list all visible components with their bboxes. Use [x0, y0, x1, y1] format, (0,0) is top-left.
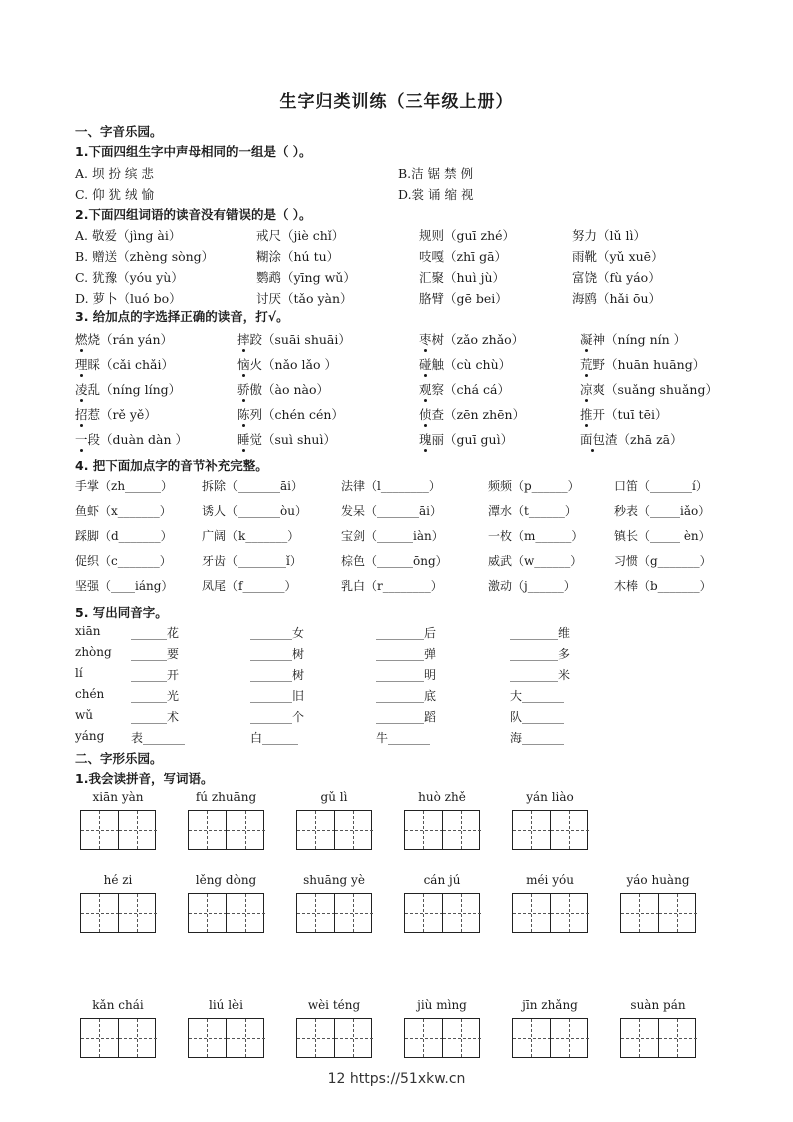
q2-option-item: B. 赠送（zhèng sòng）: [75, 249, 215, 264]
grid-pinyin: cán jú: [423, 873, 461, 887]
writing-grid[interactable]: [620, 893, 696, 933]
grid-cell[interactable]: [550, 811, 589, 849]
grid-cell[interactable]: [226, 1019, 265, 1057]
q5-pinyin: lí: [75, 666, 83, 680]
pinyin-choices: 渣（zhā zā）: [605, 432, 683, 447]
writing-grid[interactable]: [512, 893, 588, 933]
grid-cell[interactable]: [513, 1019, 551, 1057]
q4-fill-item[interactable]: 鱼虾（x_______）: [75, 504, 172, 518]
grid-cell[interactable]: [513, 894, 551, 932]
grid-guide-line: [81, 913, 119, 914]
q5-prompt: 5. 写出同音字。: [75, 605, 168, 620]
q3-prompt: 3. 给加点的字选择正确的读音，打√。: [75, 309, 289, 324]
grid-cell[interactable]: [297, 811, 335, 849]
q4-fill-item[interactable]: 口笛（_______í）: [614, 479, 708, 493]
grid-pinyin: huò zhě: [418, 790, 466, 804]
q2-option-item: C. 犹豫（yóu yù）: [75, 270, 184, 285]
q4-fill-item[interactable]: 拆除（_______āi）: [202, 479, 303, 493]
grid-cell[interactable]: [297, 1019, 335, 1057]
q4-fill-item[interactable]: 一枚（m______）: [488, 529, 584, 543]
q5-blank-item[interactable]: _______树: [250, 668, 305, 682]
dotted-char: 陈: [237, 407, 250, 422]
q4-prompt: 4. 把下面加点字的音节补充完整。: [75, 458, 268, 473]
grid-guide-line: [137, 894, 138, 932]
dotted-char: 荒: [580, 357, 593, 372]
q5-blank-item[interactable]: ________弹: [376, 647, 437, 661]
grid-guide-line: [353, 811, 354, 849]
grid-guide-line: [245, 1019, 246, 1057]
section-heading-2: 二、字形乐园。: [75, 751, 163, 766]
dotted-char: 面包: [580, 432, 606, 447]
pinyin-choices: 跤（suāi shuāi）: [249, 332, 351, 347]
grid-guide-line: [513, 830, 551, 831]
q4-fill-item[interactable]: 威武（w______）: [488, 554, 583, 568]
q3-item: [75, 430, 188, 448]
grid-cell[interactable]: [189, 811, 227, 849]
q5-blank-item[interactable]: 白______: [250, 731, 299, 745]
writing-grid[interactable]: [296, 810, 372, 850]
pinyin-choices: 神（níng nín ）: [592, 332, 687, 347]
grid-cell[interactable]: [118, 811, 157, 849]
q1-option-d: D.裳 诵 缩 视: [398, 187, 474, 202]
q5-blank-item[interactable]: ________后: [376, 626, 437, 640]
q2-option-item: 汇聚（huì jù）: [419, 270, 505, 285]
writing-grid[interactable]: [512, 810, 588, 850]
grid-pinyin: suàn pán: [630, 998, 686, 1012]
grid-guide-line: [443, 1038, 481, 1039]
q5-blank-item[interactable]: ______花: [131, 626, 180, 640]
q5-blank-item[interactable]: ______要: [131, 647, 180, 661]
grid-guide-line: [315, 1019, 316, 1057]
grid-guide-line: [513, 1038, 551, 1039]
q3-item: [419, 405, 525, 423]
grid-cell[interactable]: [226, 894, 265, 932]
dotted-char: 推: [580, 407, 593, 422]
pinyin-choices: 火（nǎo lǎo ）: [249, 357, 337, 372]
q3-item: [580, 355, 705, 373]
p2-q1-prompt: 1.我会读拼音，写词语。: [75, 771, 214, 786]
writing-grid[interactable]: [296, 1018, 372, 1058]
dotted-char: 侦: [419, 407, 432, 422]
writing-grid[interactable]: [80, 810, 156, 850]
q3-item: [75, 405, 157, 423]
grid-guide-line: [297, 913, 335, 914]
q5-blank-item[interactable]: ________蹈: [376, 710, 437, 724]
grid-guide-line: [119, 830, 157, 831]
grid-cell[interactable]: [334, 811, 373, 849]
q5-pinyin: yáng: [75, 729, 105, 743]
q5-blank-item[interactable]: ________底: [376, 689, 437, 703]
grid-guide-line: [405, 830, 443, 831]
q3-item: [237, 355, 337, 373]
q4-fill-item[interactable]: 广阔（k_______）: [202, 529, 300, 543]
q4-fill-item[interactable]: 频频（p______）: [488, 479, 580, 493]
grid-guide-line: [531, 894, 532, 932]
grid-guide-line: [81, 830, 119, 831]
grid-pinyin: kǎn chái: [92, 998, 144, 1012]
q4-fill-item[interactable]: 发呆（_______āi）: [341, 504, 442, 518]
grid-guide-line: [245, 894, 246, 932]
q1-option-c: C. 仰 犹 绒 愉: [75, 187, 154, 202]
grid-guide-line: [639, 894, 640, 932]
grid-cell[interactable]: [334, 894, 373, 932]
q4-fill-item[interactable]: 诱人（_______òu）: [202, 504, 307, 518]
q3-item: [237, 330, 351, 348]
grid-guide-line: [405, 1038, 443, 1039]
grid-pinyin: liú lèi: [209, 998, 243, 1012]
writing-grid[interactable]: [80, 893, 156, 933]
grid-guide-line: [99, 1019, 100, 1057]
grid-pinyin: jiù mìng: [417, 998, 467, 1012]
q5-blank-item[interactable]: 队_______: [510, 710, 565, 724]
grid-cell[interactable]: [405, 894, 443, 932]
grid-guide-line: [353, 894, 354, 932]
grid-cell[interactable]: [118, 894, 157, 932]
q4-fill-item[interactable]: 促织（c_______）: [75, 554, 172, 568]
dotted-char: 睡: [237, 432, 250, 447]
q5-blank-item[interactable]: _______女: [250, 626, 305, 640]
dotted-char: 凌: [75, 382, 88, 397]
q3-item: [237, 430, 336, 448]
writing-grid[interactable]: [80, 1018, 156, 1058]
grid-cell[interactable]: [334, 1019, 373, 1057]
q2-prompt: 2.下面四组词语的读音没有错误的是（ ）。: [75, 207, 312, 222]
grid-guide-line: [207, 811, 208, 849]
q1-option-b: B.洁 锯 禁 例: [398, 166, 474, 181]
pinyin-choices: 野（huān huāng）: [592, 357, 706, 372]
pinyin-choices: 察（chá cá）: [431, 382, 510, 397]
footer-page-url: 12 https://51xkw.cn: [327, 1071, 466, 1087]
grid-cell[interactable]: [442, 1019, 481, 1057]
grid-guide-line: [189, 830, 227, 831]
q5-pinyin: chén: [75, 687, 105, 701]
grid-pinyin: lěng dòng: [195, 873, 257, 887]
writing-grid[interactable]: [188, 893, 264, 933]
q5-blank-item[interactable]: ________明: [376, 668, 437, 682]
grid-guide-line: [639, 1019, 640, 1057]
grid-guide-line: [315, 894, 316, 932]
q1-option-a: A. 坝 扮 缤 悲: [75, 166, 154, 181]
grid-guide-line: [461, 1019, 462, 1057]
q2-option-item: 讨厌（tǎo yàn）: [256, 291, 353, 306]
grid-cell[interactable]: [550, 1019, 589, 1057]
grid-guide-line: [315, 811, 316, 849]
writing-grid[interactable]: [296, 893, 372, 933]
pinyin-choices: 列（chén cén）: [249, 407, 344, 422]
pinyin-choices: 查（zēn zhēn）: [431, 407, 526, 422]
grid-guide-line: [81, 1038, 119, 1039]
grid-guide-line: [189, 913, 227, 914]
q3-item: [75, 330, 173, 348]
dotted-char: 理: [75, 357, 88, 372]
grid-pinyin: jīn zhǎng: [522, 998, 578, 1012]
grid-guide-line: [335, 1038, 373, 1039]
grid-guide-line: [227, 830, 265, 831]
writing-grid[interactable]: [188, 810, 264, 850]
grid-guide-line: [227, 913, 265, 914]
q5-blank-item[interactable]: 表_______: [131, 731, 186, 745]
grid-pinyin: hé zi: [103, 873, 133, 887]
q5-blank-item[interactable]: 大_______: [510, 689, 565, 703]
grid-cell[interactable]: [81, 894, 119, 932]
grid-guide-line: [207, 1019, 208, 1057]
dotted-char: 瑰: [419, 432, 432, 447]
grid-guide-line: [189, 1038, 227, 1039]
q3-item: [419, 330, 524, 348]
grid-guide-line: [99, 894, 100, 932]
q4-fill-item[interactable]: 凤尾（f_______）: [202, 579, 297, 593]
grid-cell[interactable]: [621, 1019, 659, 1057]
grid-cell[interactable]: [513, 811, 551, 849]
q3-item: [580, 380, 718, 398]
dotted-char: 骄: [237, 382, 250, 397]
pinyin-choices: 爽（suǎng shuǎng）: [592, 382, 718, 397]
q2-option-item: 戒尺（jiè chǐ）: [256, 228, 345, 243]
grid-guide-line: [137, 811, 138, 849]
q5-blank-item[interactable]: ______光: [131, 689, 180, 703]
q2-option-item: 雨靴（yǔ xuē）: [572, 249, 664, 264]
grid-cell[interactable]: [405, 1019, 443, 1057]
writing-grid[interactable]: [404, 1018, 480, 1058]
q3-item: [580, 430, 683, 448]
dotted-char: 凉: [580, 382, 593, 397]
q2-option-item: 鹦鹉（yīng wǔ）: [256, 270, 356, 285]
grid-guide-line: [659, 1038, 697, 1039]
q5-pinyin: wǔ: [75, 708, 93, 722]
q2-option-item: 海鸥（hǎi ōu）: [572, 291, 662, 306]
grid-guide-line: [461, 894, 462, 932]
grid-guide-line: [531, 811, 532, 849]
dotted-char: 一: [75, 432, 88, 447]
pinyin-choices: 傲（ào nào）: [249, 382, 329, 397]
grid-guide-line: [335, 913, 373, 914]
grid-guide-line: [677, 1019, 678, 1057]
q5-blank-item[interactable]: _______个: [250, 710, 305, 724]
grid-cell[interactable]: [189, 894, 227, 932]
q4-fill-item[interactable]: 法律（l________）: [341, 479, 441, 493]
pinyin-choices: 睬（cǎi chǎi）: [87, 357, 174, 372]
grid-guide-line: [569, 811, 570, 849]
q5-blank-item[interactable]: _______旧: [250, 689, 305, 703]
q4-fill-item[interactable]: 秒表（_____iǎo）: [614, 504, 711, 518]
q5-blank-item[interactable]: ________米: [510, 668, 571, 682]
grid-cell[interactable]: [658, 894, 697, 932]
writing-grid[interactable]: [620, 1018, 696, 1058]
grid-cell[interactable]: [226, 811, 265, 849]
q2-option-item: 富饶（fù yáo）: [572, 270, 661, 285]
q4-fill-item[interactable]: 宝剑（______iàn）: [341, 529, 444, 543]
q5-blank-item[interactable]: ________多: [510, 647, 571, 661]
grid-guide-line: [659, 913, 697, 914]
q3-item: [419, 430, 513, 448]
dotted-char: 凝: [580, 332, 593, 347]
grid-guide-line: [677, 894, 678, 932]
q5-blank-item[interactable]: 海_______: [510, 731, 565, 745]
q5-blank-item[interactable]: ______开: [131, 668, 180, 682]
q4-fill-item[interactable]: 手掌（zh______）: [75, 479, 174, 493]
q2-option-item: 吱嘎（zhī gā）: [419, 249, 508, 264]
q3-item: [580, 405, 667, 423]
q2-option-item: A. 敬爱（jìng ài）: [75, 228, 182, 243]
grid-pinyin: yáo huàng: [626, 873, 690, 887]
grid-pinyin: gǔ lì: [320, 790, 348, 804]
grid-guide-line: [443, 830, 481, 831]
q4-fill-item[interactable]: 牙齿（________ǐ）: [202, 554, 302, 568]
grid-guide-line: [297, 830, 335, 831]
pinyin-choices: 惹（rě yě）: [87, 407, 157, 422]
grid-cell[interactable]: [297, 894, 335, 932]
writing-grid[interactable]: [404, 810, 480, 850]
pinyin-choices: 烧（rán yán）: [87, 332, 174, 347]
grid-guide-line: [245, 811, 246, 849]
writing-grid[interactable]: [404, 893, 480, 933]
grid-guide-line: [119, 913, 157, 914]
q5-blank-item[interactable]: ________维: [510, 626, 571, 640]
grid-pinyin: shuāng yè: [303, 873, 365, 887]
pinyin-choices: 丽（guī guì）: [431, 432, 514, 447]
grid-guide-line: [551, 1038, 589, 1039]
grid-pinyin: xiān yàn: [92, 790, 144, 804]
grid-cell[interactable]: [658, 1019, 697, 1057]
q2-option-item: 糊涂（hú tu）: [256, 249, 340, 264]
pinyin-choices: 开（tuī tēi）: [592, 407, 668, 422]
grid-cell[interactable]: [621, 894, 659, 932]
q5-pinyin: zhòng: [75, 645, 112, 659]
grid-guide-line: [551, 913, 589, 914]
q1-prompt: 1.下面四组生字中声母相同的一组是（ ）。: [75, 144, 312, 159]
q4-fill-item[interactable]: 踩脚（d_______）: [75, 529, 173, 543]
q4-fill-item[interactable]: 坚强（____iáng）: [75, 579, 174, 593]
q5-blank-item[interactable]: _______树: [250, 647, 305, 661]
grid-cell[interactable]: [550, 894, 589, 932]
q4-fill-item[interactable]: 木棒（b_______）: [614, 579, 712, 593]
dotted-char: 招: [75, 407, 88, 422]
q4-fill-item[interactable]: 激动（j______）: [488, 579, 576, 593]
q4-fill-item[interactable]: 习惯（g_______）: [614, 554, 712, 568]
grid-guide-line: [99, 811, 100, 849]
grid-guide-line: [569, 1019, 570, 1057]
q3-item: [75, 380, 181, 398]
grid-guide-line: [621, 1038, 659, 1039]
grid-guide-line: [443, 913, 481, 914]
q4-fill-item[interactable]: 乳白（r________）: [341, 579, 443, 593]
grid-cell[interactable]: [81, 1019, 119, 1057]
q3-item: [419, 355, 511, 373]
q4-fill-item[interactable]: 棕色（______ōng）: [341, 554, 448, 568]
q2-option-item: 胳臂（gē bei）: [419, 291, 508, 306]
dotted-char: 碰: [419, 357, 432, 372]
grid-guide-line: [569, 894, 570, 932]
grid-cell[interactable]: [81, 811, 119, 849]
grid-cell[interactable]: [405, 811, 443, 849]
grid-guide-line: [621, 913, 659, 914]
grid-guide-line: [335, 830, 373, 831]
grid-guide-line: [405, 913, 443, 914]
page-title: 生字归类训练（三年级上册）: [279, 92, 514, 112]
grid-cell[interactable]: [442, 811, 481, 849]
q3-item: [237, 405, 344, 423]
pinyin-choices: 段（duàn dàn ）: [87, 432, 189, 447]
writing-grid[interactable]: [188, 1018, 264, 1058]
grid-guide-line: [353, 1019, 354, 1057]
q2-option-item: D. 萝卜（luó bo）: [75, 291, 182, 306]
pinyin-choices: 树（zǎo zhǎo）: [431, 332, 525, 347]
grid-guide-line: [297, 1038, 335, 1039]
grid-guide-line: [423, 1019, 424, 1057]
grid-pinyin: wèi téng: [307, 998, 361, 1012]
grid-pinyin: méi yóu: [526, 873, 574, 887]
grid-guide-line: [531, 1019, 532, 1057]
q3-item: [237, 380, 329, 398]
pinyin-choices: 触（cù chù）: [431, 357, 512, 372]
q3-item: [580, 330, 686, 348]
q4-fill-item[interactable]: 镇长（_____ èn）: [614, 529, 711, 543]
dotted-char: 燃: [75, 332, 88, 347]
q3-item: [419, 380, 510, 398]
dotted-char: 观: [419, 382, 432, 397]
q4-fill-item[interactable]: 潭水（t______）: [488, 504, 577, 518]
grid-guide-line: [423, 894, 424, 932]
grid-pinyin: yán liào: [526, 790, 574, 804]
dotted-char: 摔: [237, 332, 250, 347]
grid-guide-line: [227, 1038, 265, 1039]
dotted-char: 枣: [419, 332, 432, 347]
grid-pinyin: fú zhuāng: [195, 790, 257, 804]
grid-guide-line: [513, 913, 551, 914]
q5-blank-item[interactable]: 牛_______: [376, 731, 431, 745]
q2-option-item: 规则（guī zhé）: [419, 228, 516, 243]
q5-pinyin: xiān: [75, 624, 101, 638]
grid-guide-line: [461, 811, 462, 849]
pinyin-choices: 乱（níng líng）: [87, 382, 182, 397]
grid-cell[interactable]: [442, 894, 481, 932]
q2-option-item: 努力（lǔ lì）: [572, 228, 647, 243]
grid-guide-line: [207, 894, 208, 932]
grid-cell[interactable]: [118, 1019, 157, 1057]
q3-item: [75, 355, 174, 373]
grid-cell[interactable]: [189, 1019, 227, 1057]
pinyin-choices: 觉（suì shuì）: [249, 432, 336, 447]
grid-guide-line: [119, 1038, 157, 1039]
writing-grid[interactable]: [512, 1018, 588, 1058]
grid-guide-line: [423, 811, 424, 849]
q5-blank-item[interactable]: ______术: [131, 710, 180, 724]
dotted-char: 恼: [237, 357, 250, 372]
grid-guide-line: [551, 830, 589, 831]
grid-guide-line: [137, 1019, 138, 1057]
section-heading-1: 一、字音乐园。: [75, 124, 163, 139]
